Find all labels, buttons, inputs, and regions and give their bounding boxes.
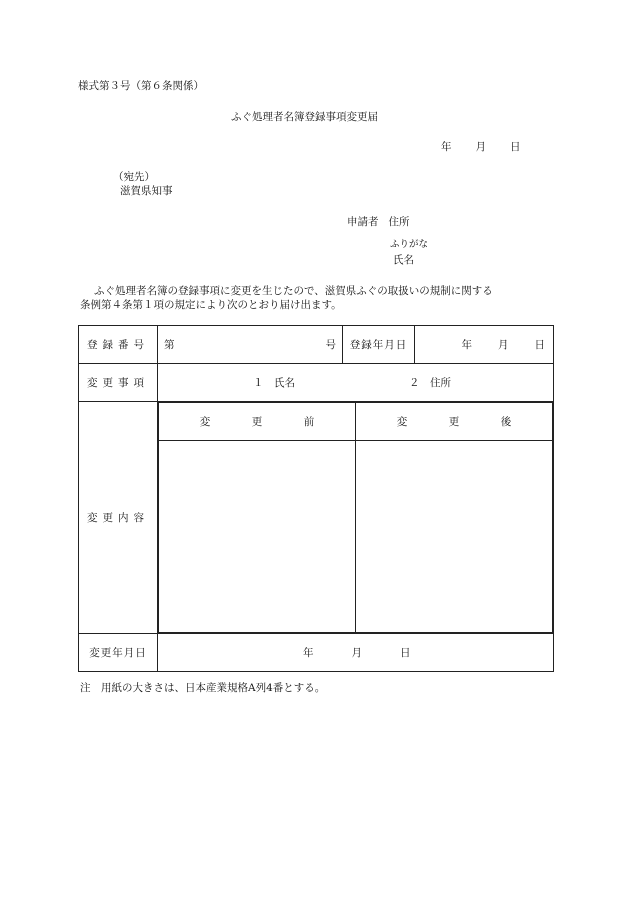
before-header-char: 前 [303, 416, 315, 428]
change-date-label: 変更年月日 [79, 634, 158, 672]
change-item-address[interactable]: ２ 住所 [409, 377, 451, 389]
body-text-line-1: ふぐ処理者名簿の登録事項に変更を生じたので、滋賀県ふぐの取扱いの規制に関する [94, 285, 493, 297]
footnote: 注 用紙の大きさは、日本産業規格A列4番とする。 [80, 682, 326, 694]
date-day-label: 日 [510, 141, 521, 153]
after-content-field[interactable] [356, 441, 553, 633]
before-header [159, 403, 356, 441]
applicant-furigana-label: ふりがな [390, 239, 429, 250]
change-content-row [79, 402, 554, 634]
applicant-address-label: 住所 [388, 216, 410, 228]
change-items-field [158, 364, 554, 402]
submission-date [441, 140, 521, 154]
date-month-label: 月 [475, 141, 486, 153]
reg-date-label: 登録年月日 [343, 326, 415, 364]
change-date-year: 年 [303, 647, 314, 659]
reg-number-suffix: 号 [325, 339, 336, 351]
form-number: 様式第３号（第６条関係） [78, 80, 204, 92]
after-header-char: 変 [396, 416, 408, 428]
change-item-name[interactable]: １ 氏名 [253, 377, 295, 389]
document-title: ふぐ処理者名簿登録事項変更届 [231, 111, 378, 123]
change-content-area [158, 402, 554, 634]
before-header-char: 更 [251, 416, 263, 428]
reg-date-year: 年 [461, 339, 472, 351]
before-content-field[interactable] [159, 441, 356, 633]
change-items-label: 変更事項 [79, 364, 158, 402]
applicant-role: 申請者 [347, 216, 379, 228]
change-date-month: 月 [351, 647, 362, 659]
applicant-address-line [347, 215, 410, 229]
before-header-char: 変 [199, 416, 211, 428]
reg-number-prefix: 第 [164, 339, 175, 351]
change-content-label: 変更内容 [79, 402, 158, 634]
reg-number-field[interactable] [158, 326, 343, 364]
addressee-name: 滋賀県知事 [120, 185, 173, 197]
after-header-char: 後 [500, 416, 512, 428]
addressee-prefix: （宛先） [113, 171, 155, 183]
date-year-label: 年 [441, 141, 452, 153]
change-items-row [79, 364, 554, 402]
change-content-grid [158, 402, 553, 633]
change-date-day: 日 [400, 647, 411, 659]
applicant-name-label: 氏名 [393, 254, 414, 266]
reg-date-month: 月 [498, 339, 509, 351]
change-date-field[interactable] [158, 634, 554, 672]
reg-number-label: 登録番号 [79, 326, 158, 364]
after-header [356, 403, 553, 441]
change-date-row [79, 634, 554, 672]
reg-date-day: 日 [534, 339, 545, 351]
registration-change-table [78, 325, 554, 672]
after-header-char: 更 [448, 416, 460, 428]
registration-number-row [79, 326, 554, 364]
body-text-line-2: 条例第４条第１項の規定により次のとおり届け出ます。 [80, 299, 342, 311]
reg-date-field[interactable] [415, 326, 554, 364]
